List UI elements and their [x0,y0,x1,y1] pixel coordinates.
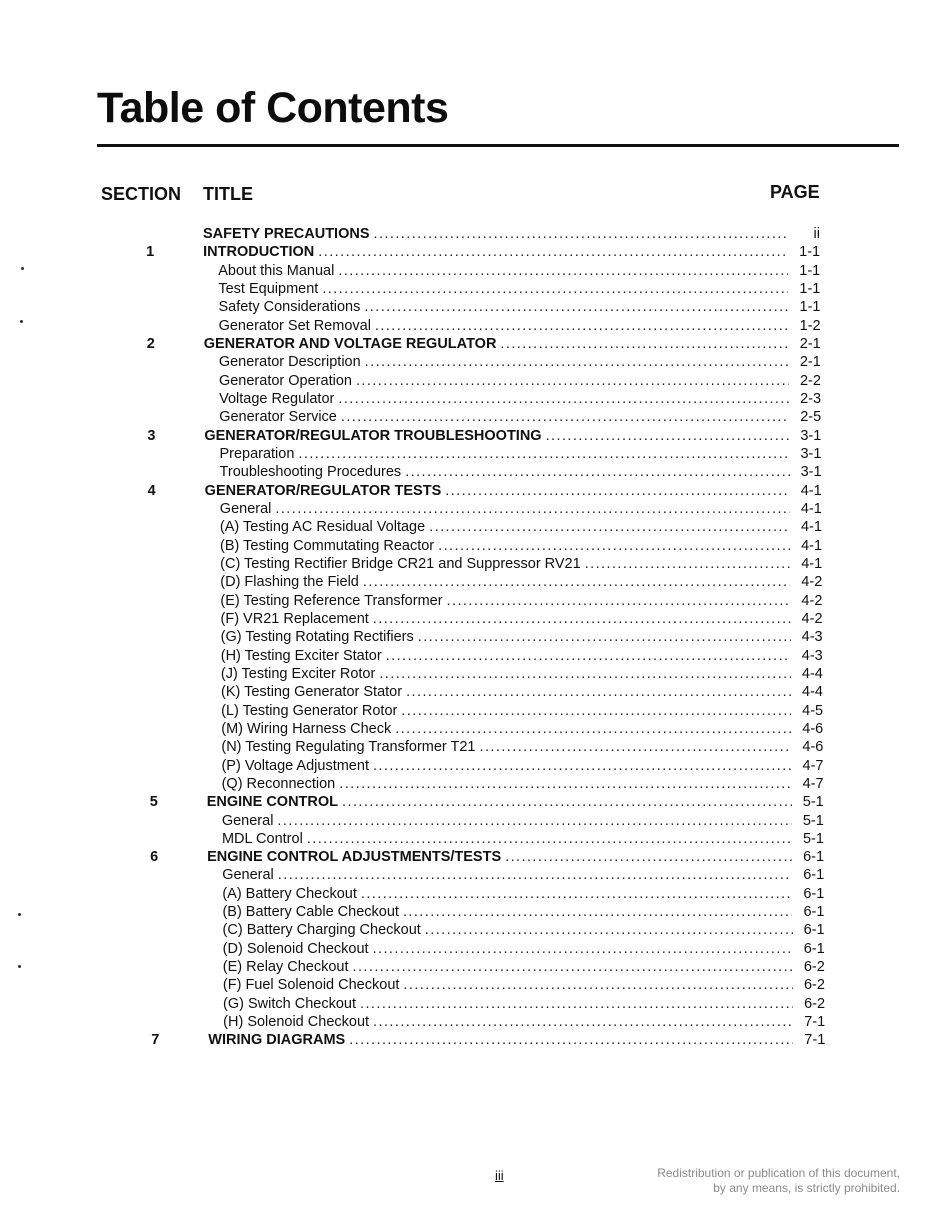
toc-entry-title: GENERATOR/REGULATOR TROUBLESHOOTING [204,427,542,444]
toc-entry-title: General [222,867,274,884]
toc-row [0,335,944,353]
toc-page-number: 7-1 [804,1014,826,1031]
toc-page-number: 4-1 [800,482,822,499]
toc-leader-dots [585,555,790,573]
toc-row [0,995,944,1013]
toc-page-number: 6-1 [803,867,825,884]
toc-entry-title: Voltage Regulator [219,390,335,407]
toc-page-number: 6-1 [803,885,825,902]
toc-entry-title: Test Equipment [218,280,319,297]
toc-entry-title: GENERATOR/REGULATOR TESTS [204,482,442,499]
toc-page-number: 1-1 [799,299,821,316]
toc-entry [222,812,824,830]
toc-leader-dots [361,885,792,903]
toc-entry [203,243,820,261]
toc-page-number: 5-1 [802,794,824,811]
toc-row [0,427,944,445]
toc-section-number: 4 [147,482,156,499]
toc-entry-title: (G) Switch Checkout [223,995,356,1012]
toc-leader-dots [307,830,792,848]
toc-entry [220,555,822,573]
toc-entry-title: (J) Testing Exciter Rotor [220,665,376,682]
toc-entry [220,463,822,481]
toc-entry [221,683,823,701]
column-header-section: SECTION [101,184,182,204]
toc-page-number: 1-1 [799,244,821,261]
toc-page-number: 2-1 [799,335,821,352]
toc-row [0,592,944,610]
toc-entry [223,940,825,958]
toc-leader-dots [373,757,792,775]
toc-entry-title: (F) Fuel Solenoid Checkout [222,977,400,994]
toc-entry [219,408,821,426]
toc-row [0,885,944,903]
notice-line-2: by any means, is strictly prohibited. [713,1181,900,1195]
toc-row [0,317,944,335]
column-header-title: TITLE [203,184,253,204]
toc-leader-dots [373,1013,793,1031]
toc-entry [220,518,822,536]
toc-page-number: 4-2 [801,592,823,609]
toc-entry [221,738,823,756]
toc-row [0,976,944,994]
toc-page-number: 4-4 [801,665,823,682]
toc-section-number: 2 [146,335,155,352]
toc-section-number: 3 [147,427,156,444]
notice-line-1: Redistribution or publication of this document, [657,1166,900,1180]
toc-page-number: 6-2 [804,995,826,1012]
toc-section-number: 1 [146,244,155,261]
scan-speck [20,320,23,323]
toc-entry-title: (M) Wiring Harness Check [221,720,392,737]
toc-leader-dots [546,427,790,445]
toc-entry [221,610,823,628]
toc-entry-title: (A) Testing AC Residual Voltage [219,519,426,536]
toc-entry-title: ENGINE CONTROL [206,794,339,811]
toc-row [0,702,944,720]
toc-entry [218,298,820,316]
toc-entry [207,848,824,866]
toc-row [0,1013,944,1031]
toc-row [0,390,944,408]
toc-leader-dots [349,1031,793,1049]
page-title: Table of Contents [97,84,449,132]
toc-entry [218,280,820,298]
column-header-page: PAGE [770,182,820,202]
toc-page-number: ii [813,226,820,242]
toc-page-number: 4-7 [802,775,824,792]
toc-row [0,866,944,884]
toc-leader-dots [405,463,789,481]
toc-leader-dots [364,298,788,316]
toc-page-number: 4-1 [800,500,822,517]
toc-entry-title: (A) Battery Checkout [222,885,357,902]
toc-leader-dots [438,537,790,555]
toc-leader-dots [395,720,791,738]
toc-leader-dots [403,903,793,921]
toc-row [0,610,944,628]
toc-entry-title: INTRODUCTION [203,244,315,261]
toc-entry [219,390,821,408]
toc-page-number: 4-4 [802,684,823,701]
toc-entry [222,830,824,848]
toc-entry [222,885,824,903]
toc-entry-title: (E) Relay Checkout [222,959,349,976]
toc-page-number: 6-1 [803,904,825,921]
toc-entry-title: (H) Testing Exciter Stator [220,647,382,664]
toc-page-number: 1-2 [799,317,821,334]
toc-page-number: 2-3 [800,390,822,407]
toc-page-number: 4-3 [801,629,823,646]
toc-leader-dots [298,445,789,463]
toc-page-number: 4-2 [801,574,823,591]
toc-entry [220,592,822,610]
toc-entry-title: (K) Testing Generator Stator [221,684,403,701]
toc-row [0,243,944,261]
toc-entry-title: (B) Testing Commutating Reactor [220,537,435,554]
toc-leader-dots [322,280,788,298]
toc-row [0,482,944,500]
toc-row [0,940,944,958]
toc-leader-dots [418,628,791,646]
toc-entry [219,445,821,463]
toc-leader-dots [341,408,789,426]
toc-entry-title: General [221,812,274,829]
toc-row [0,408,944,426]
toc-page-number: 2-2 [799,372,821,389]
toc-entry-title: (Q) Reconnection [221,775,336,792]
toc-row [0,757,944,775]
scan-speck [18,965,21,968]
toc-entry [223,995,825,1013]
toc-row [0,298,944,316]
toc-leader-dots [429,518,790,536]
toc-leader-dots [480,738,792,756]
toc-row [0,518,944,536]
toc-entry [222,775,824,793]
toc-row [0,720,944,738]
toc-row [0,848,944,866]
toc-leader-dots [360,995,793,1013]
toc-entry-title: GENERATOR AND VOLTAGE REGULATOR [203,335,497,352]
toc-page-number: 2-1 [799,354,821,371]
toc-page-number: 4-1 [801,537,823,554]
scan-speck [21,267,24,270]
toc-page-number: 1-1 [799,262,821,279]
toc-row [0,555,944,573]
toc-section-number: 5 [149,794,158,811]
toc-entry-title: Generator Service [219,409,337,426]
toc-entry [219,317,821,335]
toc-entry [223,921,825,939]
toc-entry [219,372,821,390]
toc-leader-dots [275,500,789,518]
toc-entry [221,702,823,720]
toc-entry [207,793,824,811]
toc-row [0,903,944,921]
toc-entry [220,500,822,518]
toc-leader-dots [373,940,793,958]
toc-row [0,280,944,298]
toc-row [0,500,944,518]
toc-page-number: 2-5 [800,409,822,426]
footer-page-number: iii [495,1168,504,1183]
toc-entry [208,1031,825,1049]
toc-entry-title: (L) Testing Generator Rotor [221,702,398,719]
toc-leader-dots [342,793,792,811]
toc-page-number: 4-6 [802,720,824,737]
toc-entry [222,866,824,884]
toc-leader-dots [353,958,793,976]
toc-leader-dots [401,702,791,720]
toc-entry [223,1013,825,1031]
toc-entry-title: (E) Testing Reference Transformer [220,592,443,609]
toc-entry-title: WIRING DIAGRAMS [208,1032,346,1049]
toc-page-number: 3-1 [800,427,822,444]
toc-row [0,738,944,756]
toc-entry-title: (B) Battery Cable Checkout [222,904,399,921]
toc-entry [219,353,821,371]
scan-speck [18,913,21,916]
toc-leader-dots [500,335,788,353]
toc-leader-dots [318,243,788,261]
toc-page-number: 3-1 [800,464,822,481]
toc-entry-title: (H) Solenoid Checkout [223,1014,370,1031]
toc-entry-title: MDL Control [221,830,303,847]
toc-leader-dots [379,665,791,683]
toc-entry-title: ENGINE CONTROL ADJUSTMENTS/TESTS [207,849,502,866]
toc-entry [220,573,822,591]
toc-row [0,921,944,939]
toc-page-number: 3-1 [800,445,822,462]
toc-row [0,775,944,793]
toc-entry [221,628,823,646]
toc-entry [223,958,825,976]
toc-entry [221,720,823,738]
toc-page-number: 4-1 [800,519,822,536]
toc-entry [203,225,820,243]
toc-row [0,445,944,463]
toc-entry [204,335,821,353]
toc-entry-title: (D) Solenoid Checkout [222,940,369,957]
toc-row [0,958,944,976]
toc-row [0,647,944,665]
toc-page-number: 6-2 [803,977,825,994]
toc-row [0,665,944,683]
toc-entry-title: (F) VR21 Replacement [220,610,369,627]
toc-leader-dots [374,225,788,243]
toc-leader-dots [375,317,789,335]
toc-entry-title: General [219,500,272,517]
toc-entry-title: (P) Voltage Adjustment [221,757,369,774]
toc-entry-title: Safety Considerations [218,299,361,316]
toc-entry [204,427,821,445]
toc-entry [221,757,823,775]
toc-page-number: 6-1 [803,940,825,957]
toc-leader-dots [338,262,788,280]
toc-row [0,793,944,811]
toc-section-number: 7 [151,1032,160,1049]
toc-entry-title: Generator Operation [218,372,352,389]
toc-entry [223,976,825,994]
toc-leader-dots [373,610,791,628]
toc-leader-dots [447,592,791,610]
toc-page-number: 4-7 [802,757,824,774]
toc-page-number: 5-1 [802,812,824,829]
toc-entry [222,903,824,921]
toc-leader-dots [365,353,789,371]
toc-section-number: 6 [150,849,159,866]
toc-leader-dots [406,683,791,701]
toc-entry [205,482,822,500]
toc-page-number: 6-2 [803,959,825,976]
toc-row [0,463,944,481]
toc-entry [220,537,822,555]
toc-row [0,262,944,280]
toc-row [0,353,944,371]
toc-leader-dots [278,866,792,884]
title-rule [97,144,899,147]
toc-leader-dots [445,482,789,500]
toc-page-number: 4-2 [801,610,823,627]
toc-entry-title: (D) Flashing the Field [220,574,359,591]
toc-leader-dots [505,848,792,866]
toc-leader-dots [356,372,789,390]
toc-page-number: 4-6 [802,739,824,756]
toc-row [0,225,944,243]
toc-leader-dots [339,775,791,793]
toc-entry-title: SAFETY PRECAUTIONS [203,226,370,242]
toc-entry [221,665,823,683]
toc-row [0,537,944,555]
toc-entry [218,262,820,280]
toc-page-number: 7-1 [804,1032,826,1049]
toc-entry-title: (N) Testing Regulating Transformer T21 [221,739,476,756]
toc-entry-title: Troubleshooting Procedures [219,464,402,481]
toc-leader-dots [277,812,791,830]
toc-entry-title: Generator Set Removal [218,317,371,334]
toc-leader-dots [363,573,790,591]
toc-entry-title: About this Manual [218,262,335,279]
toc-row [0,628,944,646]
toc-entry-title: Preparation [219,445,295,462]
toc-entry-title: (G) Testing Rotating Rectifiers [220,629,414,646]
toc-list [0,225,944,1050]
toc-entry-title: Generator Description [218,354,361,371]
toc-page-number: 6-1 [803,922,825,939]
toc-page-number: 4-3 [801,647,823,664]
redistribution-notice [657,1166,900,1196]
toc-row [0,1031,944,1049]
toc-entry-title: (C) Battery Charging Checkout [222,922,421,939]
toc-page-number: 1-1 [799,280,821,297]
toc-entry-title: (C) Testing Rectifier Bridge CR21 and Suppressor RV21 [220,555,581,572]
toc-page-number: 6-1 [803,849,825,866]
toc-leader-dots [338,390,789,408]
toc-row [0,372,944,390]
toc-entry [221,647,823,665]
toc-page-number: 4-1 [801,555,823,572]
toc-leader-dots [425,921,793,939]
toc-row [0,812,944,830]
toc-row [0,573,944,591]
toc-page-number: 4-5 [802,702,824,719]
toc-row [0,830,944,848]
toc-page-number: 5-1 [802,830,824,847]
toc-leader-dots [403,976,793,994]
toc-row [0,683,944,701]
toc-leader-dots [386,647,791,665]
